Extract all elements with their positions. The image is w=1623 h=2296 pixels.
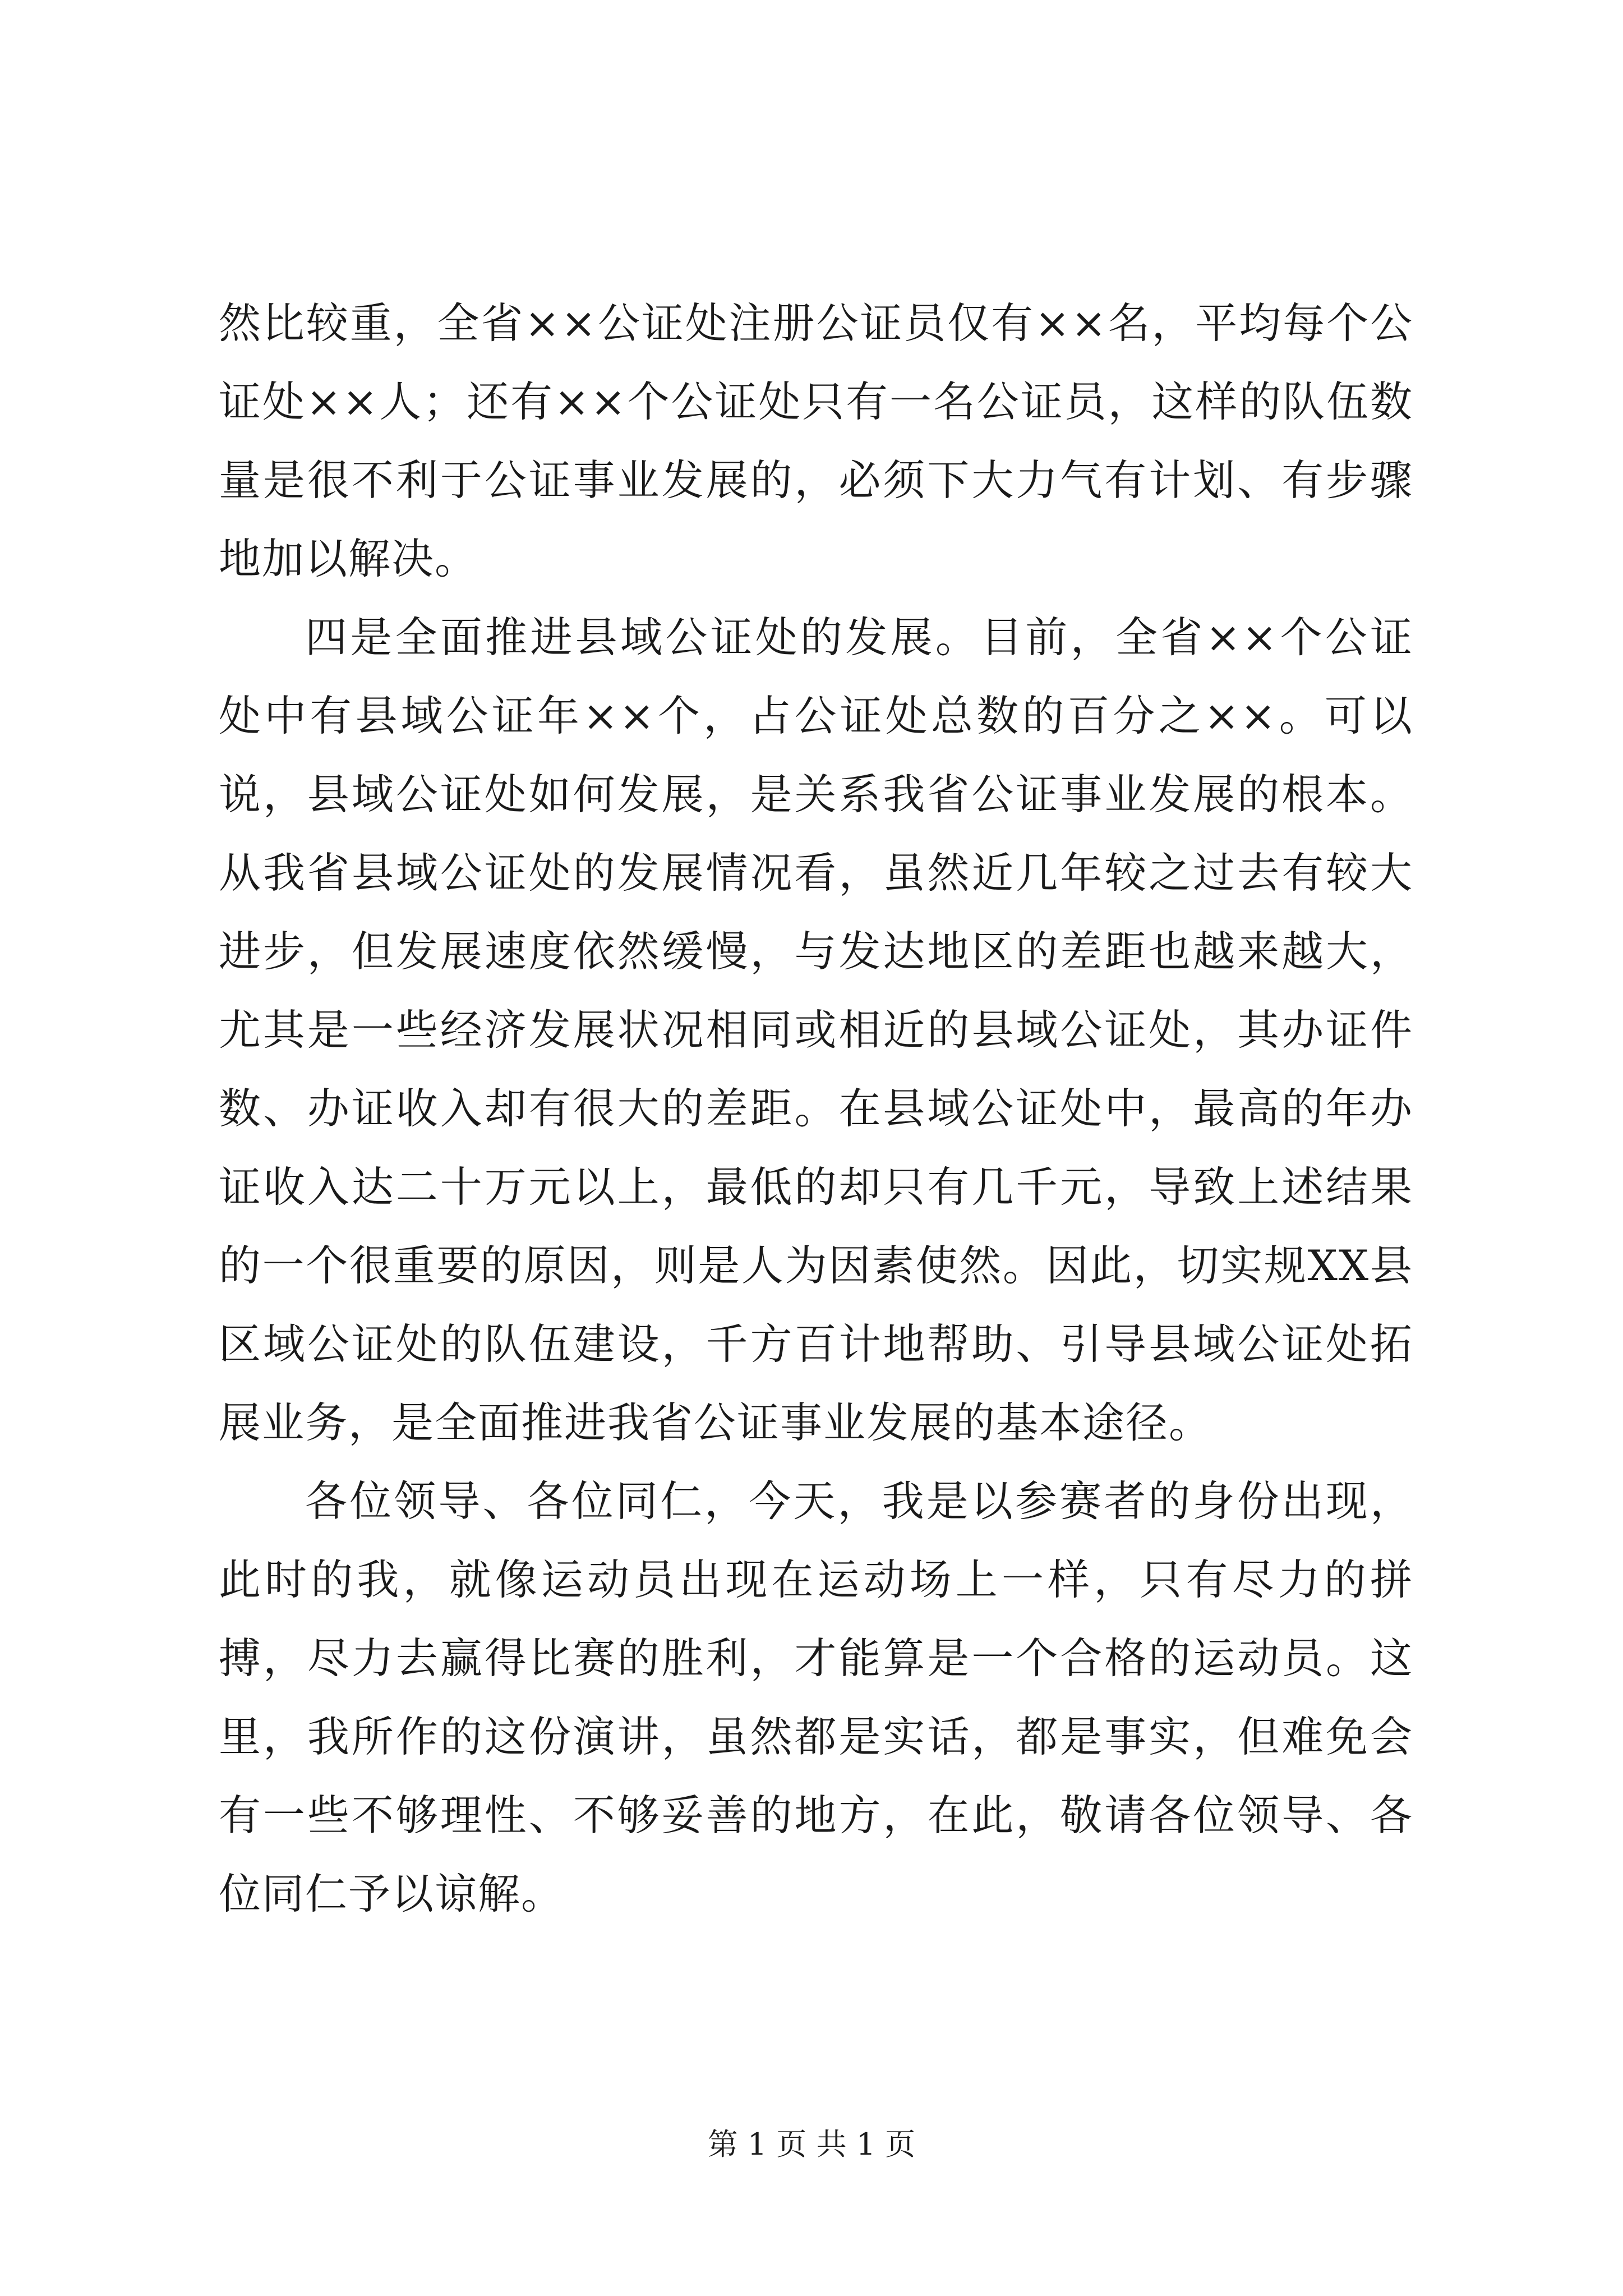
page-footer: 第 1 页 共 1 页 <box>707 2127 916 2162</box>
paragraph-continuation: 然比较重，全省××公证处注册公证员仅有××名，平均每个公证处××人；还有××个公证处只有一名公证员，这样的队伍数量是很不利于公证事业发展的，必须下大力气有计划、有步骤地加以解决。 <box>219 298 1413 583</box>
paragraph-county-notary: 四是全面推进县域公证处的发展。目前，全省××个公证处中有县域公证年××个，占公证处总数的百分之××。可以说，县域公证处如何发展，是关系我省公证事业发展的根本。从我省县域公证处的发展情况看，虽然近几年较之过去有较大进步，但发展速度依然缓慢，与发达地区的差距也越来越大，尤其是一些经济发展状况相同或相近的县域公证处，其办证件数、办证收入却有很大的差距。在县域公证处中，最高的年办证收入达二十万元以上，最低的却只有几千元，导致上述结果的一个很重要的原因，则是人为因素使然。因此，切实规XX县区域公证处的队伍建设，千方百计地帮助、引导县域公证处拓展业务，是全面推进我省公证事业发展的基本途径。 <box>219 613 1413 1447</box>
document-body <box>219 284 1413 1933</box>
paragraph-closing: 各位领导、各位同仁，今天，我是以参赛者的身份出现，此时的我，就像运动员出现在运动场上一样，只有尽力的拼搏，尽力去赢得比赛的胜利，才能算是一个合格的运动员。这里，我所作的这份演讲，虽然都是实话，都是事实，但难免会有一些不够理性、不够妥善的地方，在此，敬请各位领导、各位同仁予以谅解。 <box>219 1476 1413 1918</box>
